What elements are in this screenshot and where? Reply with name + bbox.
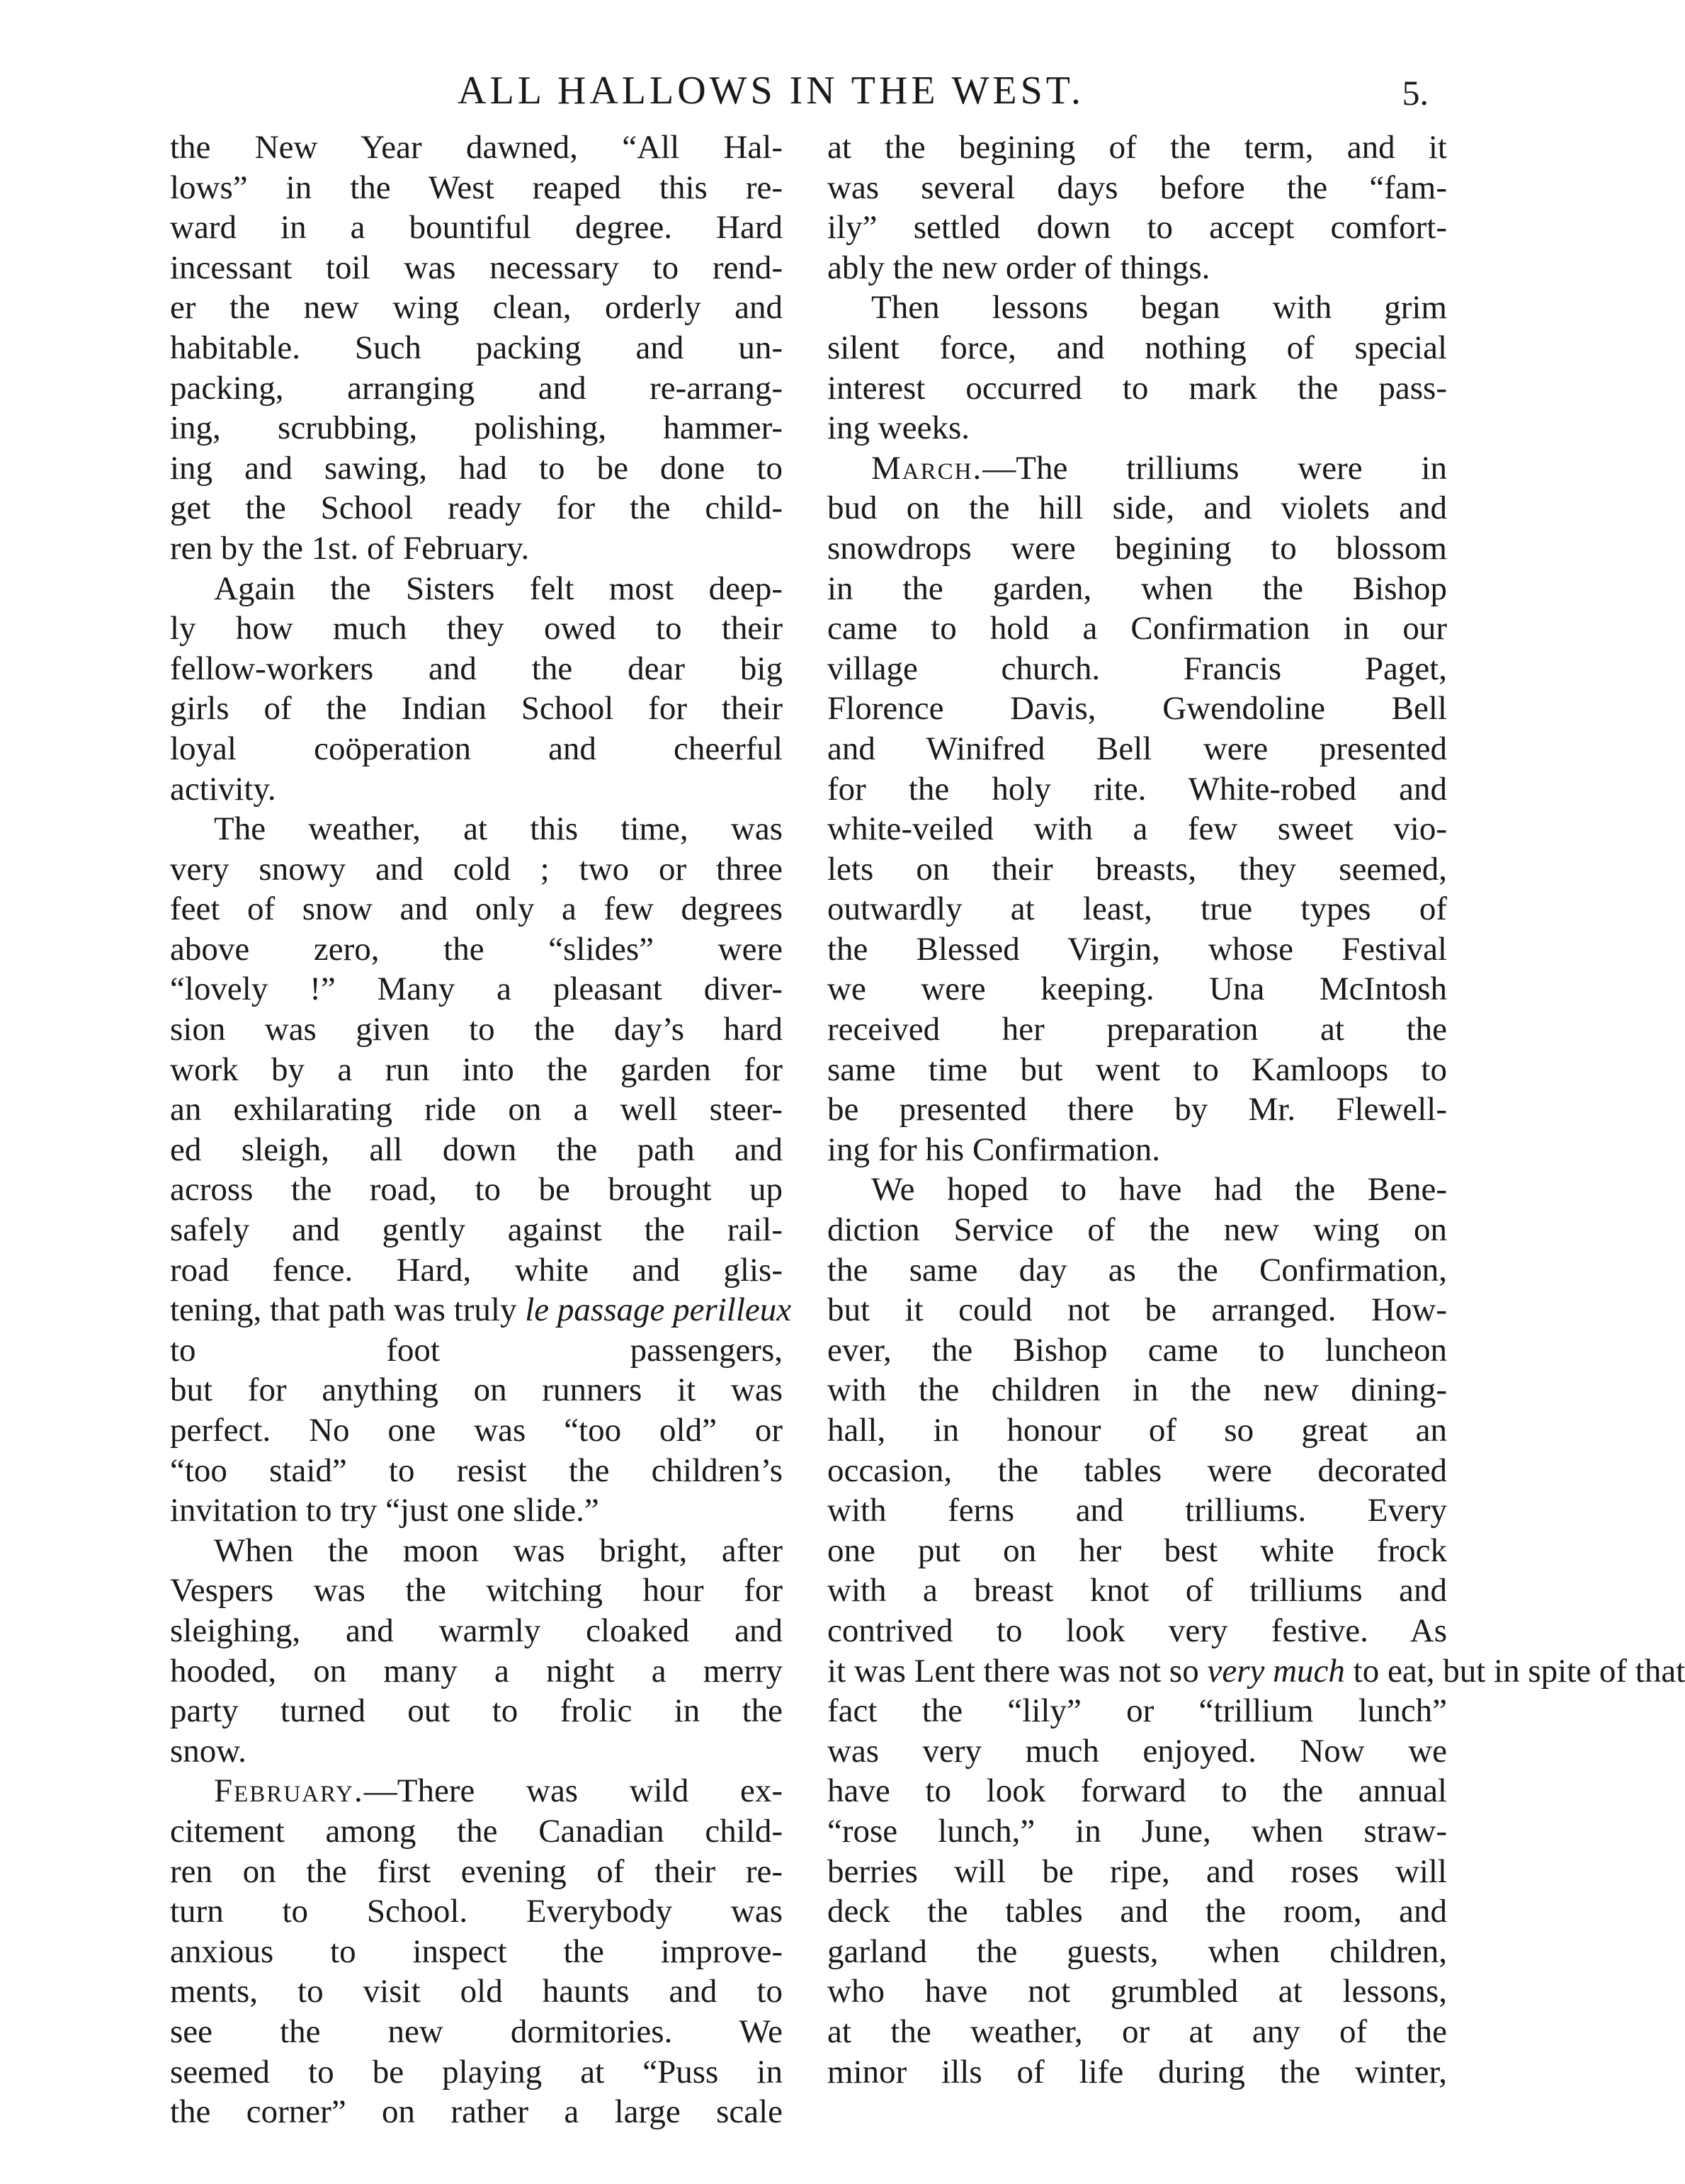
text-line: fact the “lily” or “trillium lunch” — [827, 1692, 1447, 1730]
text-line: white-veiled with a few sweet vio- — [827, 810, 1447, 848]
text-line — [170, 1771, 783, 1811]
text-line: perfect. No one was “too old” or — [170, 1412, 783, 1449]
text-line: ing and sawing, had to be done to — [170, 449, 783, 487]
text-line: citement among the Canadian child- — [170, 1812, 783, 1850]
text-line: snowdrops were begining to blossom — [827, 529, 1447, 567]
left-column — [170, 128, 792, 2132]
text-line: the New Year dawned, “All Hal- — [170, 129, 783, 166]
text-line: in the garden, when the Bishop — [827, 570, 1447, 607]
text-line: deck the tables and the room, and — [827, 1893, 1447, 1930]
text-line: “lovely !” Many a pleasant diver- — [170, 971, 783, 1008]
text-line: was several days before the “fam- — [827, 169, 1447, 206]
text-line: ed sleigh, all down the path and — [170, 1131, 783, 1168]
text-line: girls of the Indian School for their — [170, 690, 783, 728]
text-line: an exhilarating ride on a well steer- — [170, 1091, 783, 1128]
text-line: with a breast knot of trilliums and — [827, 1572, 1447, 1609]
page-number: 5. — [1402, 73, 1429, 113]
text-line: the Blessed Virgin, whose Festival — [827, 930, 1447, 968]
text-line: one put on her best white frock — [827, 1532, 1447, 1569]
text-line: The weather, at this time, was — [214, 810, 783, 848]
text-line: party turned out to frolic in the — [170, 1692, 783, 1730]
text-line — [170, 1290, 792, 1330]
section-heading-march: March. — [871, 449, 983, 487]
text-line: for the holy rite. White-robed and — [827, 770, 1447, 808]
text-line: and Winifred Bell were presented — [827, 730, 1447, 767]
right-column — [827, 128, 1685, 2092]
text-line: have to look forward to the annual — [827, 1772, 1447, 1810]
text-line: minor ills of life during the winter, — [827, 2053, 1447, 2090]
text-line: work by a run into the garden for — [170, 1051, 783, 1088]
text-line: above zero, the “slides” were — [170, 930, 783, 968]
text-line: garland the guests, when children, — [827, 1933, 1447, 1970]
text-line: with ferns and trilliums. Every — [827, 1492, 1447, 1529]
text-line: Again the Sisters felt most deep- — [214, 570, 783, 607]
text-line: When the moon was bright, after — [214, 1532, 783, 1569]
text-line: received her preparation at the — [827, 1011, 1447, 1048]
text-line: ever, the Bishop came to luncheon — [827, 1331, 1447, 1369]
text-line: loyal coöperation and cheerful — [170, 730, 783, 767]
text-line: ing, scrubbing, polishing, hammer- — [170, 409, 783, 447]
text-line: anxious to inspect the improve- — [170, 1933, 783, 1970]
text-line: habitable. Such packing and un- — [170, 329, 783, 366]
running-title: ALL HALLOWS IN THE WEST. — [458, 69, 1084, 113]
text-line: very snowy and cold ; two or three — [170, 850, 783, 888]
text-line: snow. — [170, 1732, 246, 1770]
section-heading-february: February. — [214, 1772, 364, 1810]
text-line: the corner” on rather a large scale — [170, 2093, 783, 2131]
text-line: outwardly at least, true types of — [827, 890, 1447, 928]
text-line: feet of snow and only a few degrees — [170, 890, 783, 928]
text-line: sion was given to the day’s hard — [170, 1011, 783, 1048]
text-line: “rose lunch,” in June, when straw- — [827, 1812, 1447, 1850]
text-line — [827, 1651, 1685, 1692]
text-line: contrived to look very festive. As — [827, 1612, 1447, 1649]
text-line: bud on the hill side, and violets and — [827, 490, 1447, 527]
text-line: We hoped to have had the Bene- — [871, 1171, 1447, 1209]
text-line: hooded, on many a night a merry — [170, 1652, 783, 1690]
text-line: turn to School. Everybody was — [170, 1893, 783, 1930]
text-line: but it could not be arranged. How- — [827, 1291, 1447, 1329]
text-line: ren on the first evening of their re- — [170, 1852, 783, 1890]
text-line: seemed to be playing at “Puss in — [170, 2053, 783, 2090]
text-line: ing weeks. — [827, 409, 970, 447]
text-line: ren by the 1st. of February. — [170, 529, 530, 567]
text-line: packing, arranging and re-arrang- — [170, 369, 783, 407]
text-line: “too staid” to resist the children’s — [170, 1452, 783, 1489]
text-line: incessant toil was necessary to rend- — [170, 249, 783, 286]
text-line: silent force, and nothing of special — [827, 329, 1447, 366]
text-line: Then lessons began with grim — [871, 289, 1447, 327]
text-line: ing for his Confirmation. — [827, 1131, 1160, 1168]
text-line-part: tening, that path was truly — [170, 1291, 517, 1329]
text-line: interest occurred to mark the pass- — [827, 369, 1447, 407]
text-line — [827, 448, 1447, 489]
text-line: at the weather, or at any of the — [827, 2013, 1447, 2050]
text-line-part: it was Lent there was not so — [827, 1652, 1199, 1690]
text-line: sleighing, and warmly cloaked and — [170, 1612, 783, 1649]
text-line: Florence Davis, Gwendoline Bell — [827, 690, 1447, 728]
text-line: be presented there by Mr. Flewell- — [827, 1091, 1447, 1128]
text-line: ments, to visit old haunts and to — [170, 1973, 783, 2010]
text-line-part: to eat, but in spite of that — [1353, 1652, 1685, 1690]
text-line: berries will be ripe, and roses will — [827, 1852, 1447, 1890]
text-line: lows” in the West reaped this re- — [170, 169, 783, 206]
text-line: er the new wing clean, orderly and — [170, 289, 783, 327]
text-line: fellow-workers and the dear big — [170, 650, 783, 687]
text-line: hall, in honour of so great an — [827, 1412, 1447, 1449]
italic-phrase: very much — [1207, 1652, 1345, 1690]
text-line-part: —The trilliums were in — [982, 449, 1447, 487]
text-line: safely and gently against the rail- — [170, 1211, 783, 1249]
page-header — [0, 68, 1542, 125]
text-line-part: —There was wild ex- — [363, 1772, 783, 1810]
text-line: same time but went to Kamloops to — [827, 1051, 1447, 1088]
text-line: village church. Francis Paget, — [827, 650, 1447, 687]
text-line: Vespers was the witching hour for — [170, 1572, 783, 1609]
text-line: ily” settled down to accept comfort- — [827, 209, 1447, 247]
text-line: lets on their breasts, they seemed, — [827, 850, 1447, 888]
text-line: came to hold a Confirmation in our — [827, 610, 1447, 647]
text-line: occasion, the tables were decorated — [827, 1452, 1447, 1489]
text-line: at the begining of the term, and it — [827, 129, 1447, 166]
text-line: diction Service of the new wing on — [827, 1211, 1447, 1249]
text-line: the same day as the Confirmation, — [827, 1251, 1447, 1289]
text-line: get the School ready for the child- — [170, 490, 783, 527]
text-line: but for anything on runners it was — [170, 1371, 783, 1409]
text-line: was very much enjoyed. Now we — [827, 1732, 1447, 1770]
text-line: invitation to try “just one slide.” — [170, 1492, 599, 1529]
italic-phrase: le passage perilleux — [525, 1291, 792, 1329]
text-line: ward in a bountiful degree. Hard — [170, 209, 783, 247]
text-line: we were keeping. Una McIntosh — [827, 971, 1447, 1008]
text-line: see the new dormitories. We — [170, 2013, 783, 2050]
text-line: with the children in the new dining- — [827, 1371, 1447, 1409]
text-line: to foot passengers, — [170, 1331, 783, 1369]
text-line: ly how much they owed to their — [170, 610, 783, 647]
text-line: activity. — [170, 770, 276, 808]
text-line: across the road, to be brought up — [170, 1171, 783, 1209]
text-line: who have not grumbled at lessons, — [827, 1973, 1447, 2010]
text-line: ably the new order of things. — [827, 249, 1210, 286]
text-line: road fence. Hard, white and glis- — [170, 1251, 783, 1289]
